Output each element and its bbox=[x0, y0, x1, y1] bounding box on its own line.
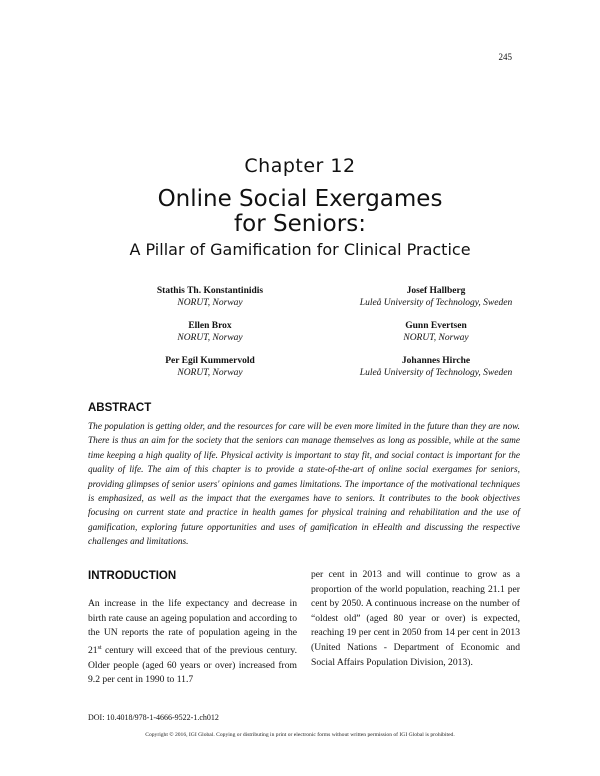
introduction-right-column: per cent in 2013 and will continue to grow as a proportion of the world population, reaching 21.1 per cent by 2050. A continuous increase on the number of “oldest old” (aged 80 year or over) is expected, reaching 19 per cent in 2050 from 14 per cent in 2013 (United Nations - Department of Economic and Social Affairs Population Division, 2013). bbox=[311, 569, 520, 668]
title-line-2: for Seniors: bbox=[234, 211, 366, 237]
author-affiliation: Luleå University of Technology, Sweden bbox=[359, 368, 513, 378]
author-name: Johannes Hirche bbox=[401, 356, 471, 366]
author-block bbox=[80, 285, 340, 309]
page-number: 245 bbox=[498, 52, 512, 62]
author-name: Ellen Brox bbox=[188, 321, 232, 331]
intro-text-a: An increase in the life expectancy and decrease in birth rate cause an ageing population and according to the UN reports the rate of population ageing in the 21 bbox=[88, 598, 297, 656]
author-block bbox=[306, 320, 566, 344]
author-block bbox=[80, 355, 340, 379]
abstract-text: The population is getting older, and the resources for care will be even more limited in the future than they are now. There is thus an aim for the society that the seniors can manage themselves as long as possible, while at the same time keeping a high quality of life. Physical activity is important to stay fit, and social contact is important for the quality of life. The aim of this chapter is to provide a state-of-the-art of online social exergames for seniors, providing glimpses of senior users' opinions and games limitations. The importance of the motivational techniques is emphasized, as well as the impact that the exergames have to seniors. It contributes to the book objectives focusing on current state and practice in health games for physical training and rehabilitation and the use of gamification, exploring future opportunities and uses of gamification in eHealth and discussing the respective challenges and limitations. bbox=[88, 422, 520, 548]
author-name: Josef Hallberg bbox=[406, 286, 466, 296]
copyright-notice: Copyright © 2016, IGI Global. Copying or distributing in print or electronic forms without written permission of IGI Global is prohibited. bbox=[145, 732, 455, 738]
introduction-heading: INTRODUCTION bbox=[88, 570, 177, 582]
author-block bbox=[306, 355, 566, 379]
author-affiliation: NORUT, Norway bbox=[177, 298, 243, 308]
doi: DOI: 10.4018/978-1-4666-9522-1.ch012 bbox=[88, 713, 219, 722]
author-name: Per Egil Kummervold bbox=[165, 356, 255, 366]
chapter-label: Chapter 12 bbox=[244, 155, 356, 177]
author-block bbox=[306, 285, 566, 309]
subtitle: A Pillar of Gamification for Clinical Practice bbox=[129, 240, 471, 259]
author-name: Gunn Evertsen bbox=[405, 321, 467, 331]
introduction-left-column bbox=[88, 597, 297, 688]
author-affiliation: NORUT, Norway bbox=[177, 333, 243, 343]
author-name: Stathis Th. Konstantinidis bbox=[156, 286, 264, 296]
intro-text-b: century will exceed that of the previous century. Older people (aged 60 years or over) increased from 9.2 per cent in 1990 to 11.7 bbox=[88, 644, 297, 686]
author-affiliation: Luleå University of Technology, Sweden bbox=[359, 298, 513, 308]
author-affiliation: NORUT, Norway bbox=[403, 333, 469, 343]
abstract-heading: ABSTRACT bbox=[88, 402, 152, 414]
intro-text-superscript: st bbox=[97, 644, 102, 651]
title-line-1: Online Social Exergames bbox=[157, 186, 443, 212]
author-affiliation: NORUT, Norway bbox=[177, 368, 243, 378]
author-block bbox=[80, 320, 340, 344]
